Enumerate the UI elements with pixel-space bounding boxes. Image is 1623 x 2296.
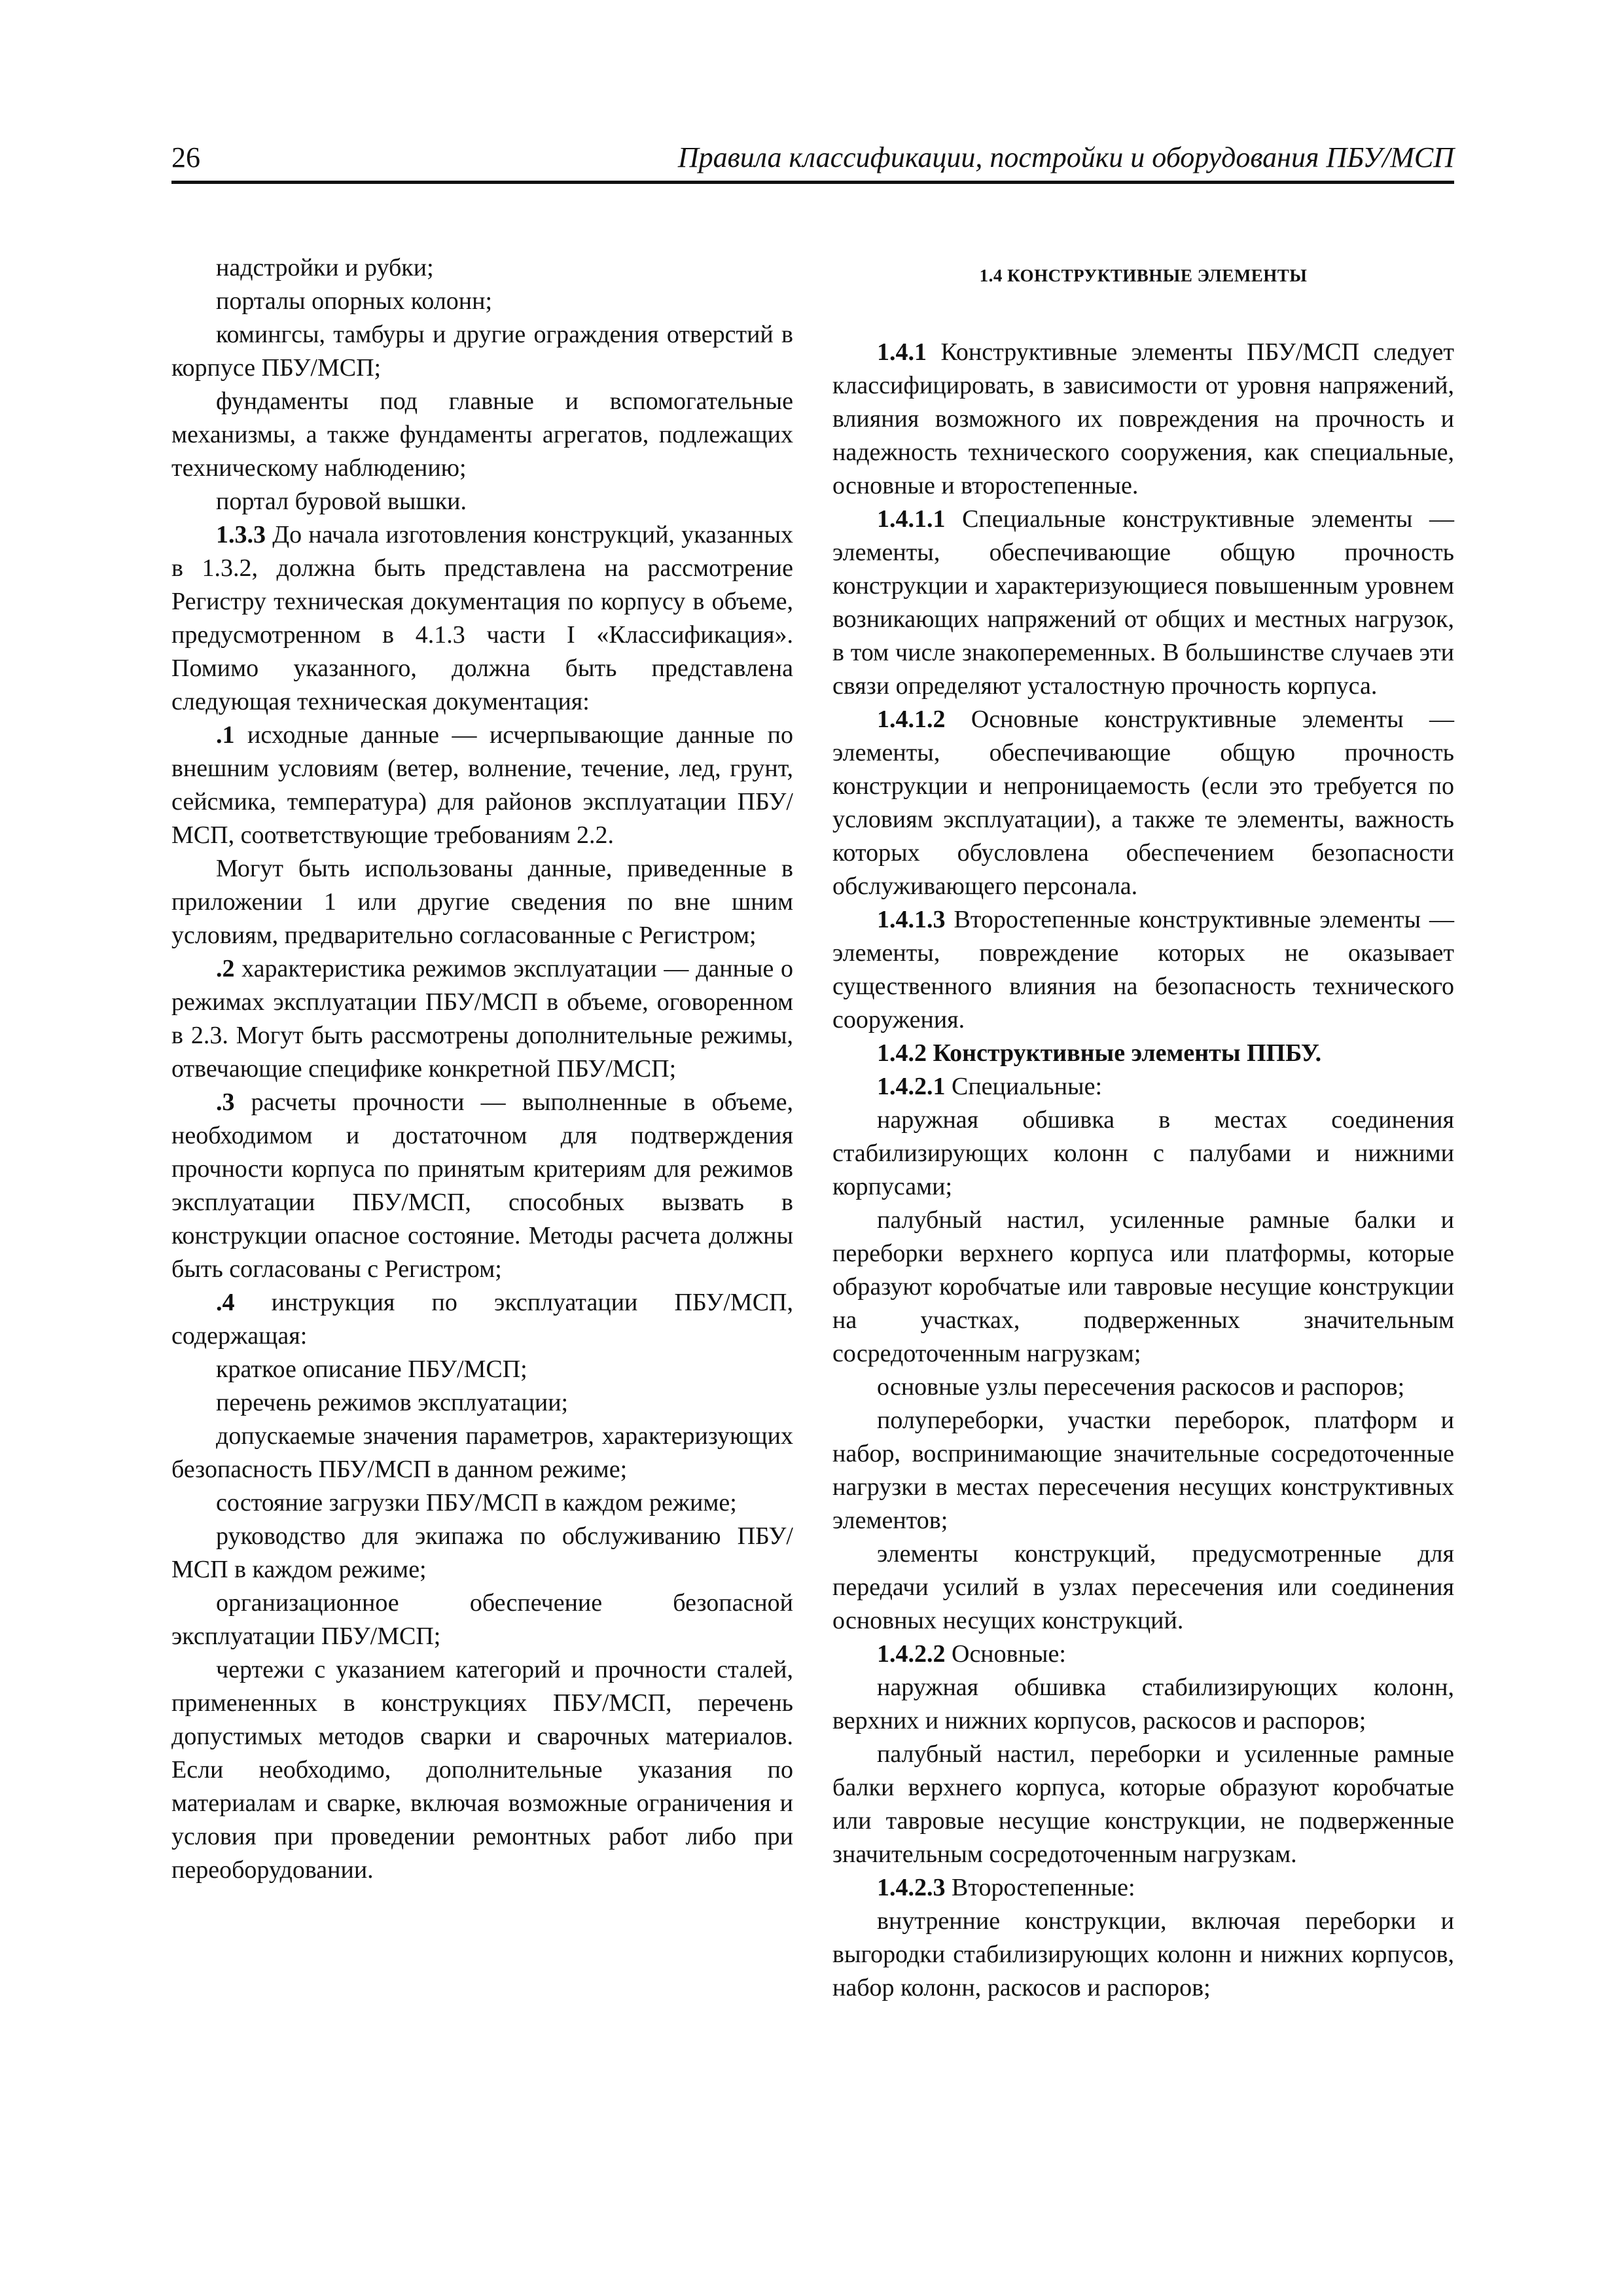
clause-text: Второстепенные: xyxy=(945,1874,1135,1901)
clause-text: До начала изготовления конструкций, указанных в 1.3.2, должна быть представлена на рассмотрение Регистру техническая документация по корпусу в объеме, предусмотренном в 4.1.3 части I «Классификация». Помимо указанного, должна быть представлена следующая техническая документация: xyxy=(171,521,793,715)
section-heading: 1.4 КОНСТРУКТИВНЫЕ ЭЛЕМЕНТЫ xyxy=(979,266,1308,285)
left-column xyxy=(171,251,793,1887)
clause-number: 1.4.1.1 xyxy=(877,505,946,533)
clause-text: Специальные конструктивные элементы — элементы, обеспечивающие общую прочность конструкции и характеризующиеся повышенным уровнем возникающих напряжений от общих и местных нагрузок, в том числе знакопеременных. В большинстве случаев эти связи определяют усталостную прочность корпуса. xyxy=(832,505,1454,700)
paragraph: комингсы, тамбуры и другие ограждения отверстий в корпусе ПБУ/МСП; xyxy=(171,321,793,382)
paragraph: наружная обшивка в местах соединения стабилизирующих колонн с палубами и нижними корпусами; xyxy=(832,1106,1454,1200)
paragraph xyxy=(832,1638,1454,1671)
clause-number: 1.4.2.3 xyxy=(877,1874,946,1901)
paragraph xyxy=(832,1871,1454,1905)
clause-number: 1.4.2.2 xyxy=(877,1640,946,1668)
list-text: расчеты прочности — выполненные в объеме, необходимом и достаточном для подтверждения прочности корпуса по принятым критериям для режимов эксплуатации ПБУ/МСП, способных вызвать в конструкции опасное состояние. Методы расчета должны быть согласованы с Регистром; xyxy=(171,1088,793,1283)
subsection-title: 1.4.2 Конструктивные элементы ППБУ. xyxy=(877,1039,1322,1067)
right-column xyxy=(832,251,1454,2005)
clause-text: Основные: xyxy=(945,1640,1066,1668)
paragraph: основные узлы пересечения раскосов и распоров; xyxy=(877,1373,1405,1401)
list-number: .4 xyxy=(216,1289,235,1316)
paragraph xyxy=(171,1086,793,1286)
list-number: .1 xyxy=(216,721,235,749)
clause-number: 1.4.1.3 xyxy=(877,906,946,933)
paragraph xyxy=(171,1286,793,1353)
paragraph xyxy=(171,719,793,852)
paragraph xyxy=(832,1070,1454,1103)
paragraph xyxy=(171,952,793,1086)
paragraph: перечень режимов эксплуатации; xyxy=(216,1389,569,1416)
paragraph: допускаемые значения параметров, характеризующих безопасность ПБУ/МСП в данном режиме; xyxy=(171,1422,793,1483)
clause-text: Конструктивные элементы ПБУ/МСП следует классифицировать, в зависимости от уровня напряжений, влияния возможного их повреждения на прочность и надежность технического сооружения, как специальные, основные и второстепенные. xyxy=(832,338,1454,499)
list-number: .2 xyxy=(216,955,235,982)
clause-text: Второстепенные конструктивные элементы — элементы, повреждение которых не оказывает существенного влияния на безопасность технического сооружения. xyxy=(832,906,1454,1033)
paragraph: палубный настил, усиленные рамные балки и переборки верхнего корпуса или платформы, которые образуют коробчатые или тавровые несущие конструкции на участках, подверженных значительным сосредоточенным нагрузкам; xyxy=(832,1206,1454,1367)
paragraph xyxy=(171,518,793,719)
paragraph xyxy=(832,336,1454,503)
paragraph: полупереборки, участки переборок, платформ и набор, воспринимающие значительные сосредоточенные нагрузки в местах пересечения несущих конструктивных элементов; xyxy=(832,1407,1454,1534)
paragraph: наружная обшивка стабилизирующих колонн, верхних и нижних корпусов, раскосов и распоров; xyxy=(832,1674,1454,1734)
paragraph: организационное обеспечение безопасной эксплуатации ПБУ/МСП; xyxy=(171,1589,793,1650)
list-text: исходные данные — исчерпывающие данные по внешним условиям (ветер, волнение, течение, лед, грунт, сейсмика, температура) для районов эксплуатации ПБУ/МСП, соответствующие требованиям 2.2. xyxy=(171,721,793,849)
paragraph: порталы опорных колонн; xyxy=(216,287,493,315)
paragraph: руководство для экипажа по обслуживанию ПБУ/МСП в каждом режиме; xyxy=(171,1522,793,1583)
clause-number: 1.4.1.2 xyxy=(877,706,946,733)
running-title: Правила классификации, постройки и оборудования ПБУ/МСП xyxy=(677,141,1454,173)
paragraph xyxy=(832,503,1454,703)
paragraph: портал буровой вышки. xyxy=(216,488,467,515)
paragraph: Могут быть использованы данные, приведенные в приложении 1 или другие сведения по вне шним условиям, предварительно согласованные с Регистром; xyxy=(171,855,793,949)
clause-number: 1.4.2.1 xyxy=(877,1073,946,1100)
list-number: .3 xyxy=(216,1088,235,1116)
paragraph: состояние загрузки ПБУ/МСП в каждом режиме; xyxy=(216,1489,737,1516)
paragraph: внутренние конструкции, включая переборки и выгородки стабилизирующих колонн и нижних корпусов, набор колонн, раскосов и распоров; xyxy=(832,1907,1454,2001)
list-text: характеристика режимов эксплуатации — данные о режимах эксплуатации ПБУ/МСП в объеме, оговоренном в 2.3. Могут быть рассмотрены дополнительные режимы, отвечающие специфике конкретной ПБУ/МСП; xyxy=(171,955,793,1083)
page-header xyxy=(171,139,1454,184)
paragraph: надстройки и рубки; xyxy=(216,254,434,281)
paragraph xyxy=(832,903,1454,1037)
paragraph: элементы конструкций, предусмотренные для передачи усилий в узлах пересечения или соединения основных несущих конструкций. xyxy=(832,1540,1454,1634)
paragraph xyxy=(832,703,1454,903)
paragraph: фундаменты под главные и вспомогательные механизмы, а также фундаменты агрегатов, подлежащих техническому наблюдению; xyxy=(171,387,793,482)
paragraph xyxy=(832,1037,1454,1070)
page-number: 26 xyxy=(171,141,200,173)
clause-number: 1.3.3 xyxy=(216,521,266,548)
paragraph: краткое описание ПБУ/МСП; xyxy=(216,1355,527,1383)
list-text: инструкция по эксплуатации ПБУ/МСП, содержащая: xyxy=(171,1289,793,1350)
paragraph: чертежи с указанием категорий и прочности сталей, примененных в конструкциях ПБУ/МСП, перечень допустимых методов сварки и сварочных материалов. Если необходимо, дополнительные указания по материалам и сварке, включая возможные ограничения и условия при проведении ремонтных работ либо при переоборудовании. xyxy=(171,1656,793,1884)
clause-text: Специальные: xyxy=(945,1073,1103,1100)
paragraph: палубный настил, переборки и усиленные рамные балки верхнего корпуса, которые образуют коробчатые или тавровые несущие конструкции, не подверженные значительным сосредоточенным нагрузкам. xyxy=(832,1740,1454,1868)
clause-number: 1.4.1 xyxy=(877,338,927,366)
clause-text: Основные конструктивные элементы — элементы, обеспечивающие общую прочность конструкции и непроницаемость (если это требуется по условиям эксплуатации), а также те элементы, важность которых обусловлена обеспечением безопасности обслуживающего персонала. xyxy=(832,706,1454,900)
